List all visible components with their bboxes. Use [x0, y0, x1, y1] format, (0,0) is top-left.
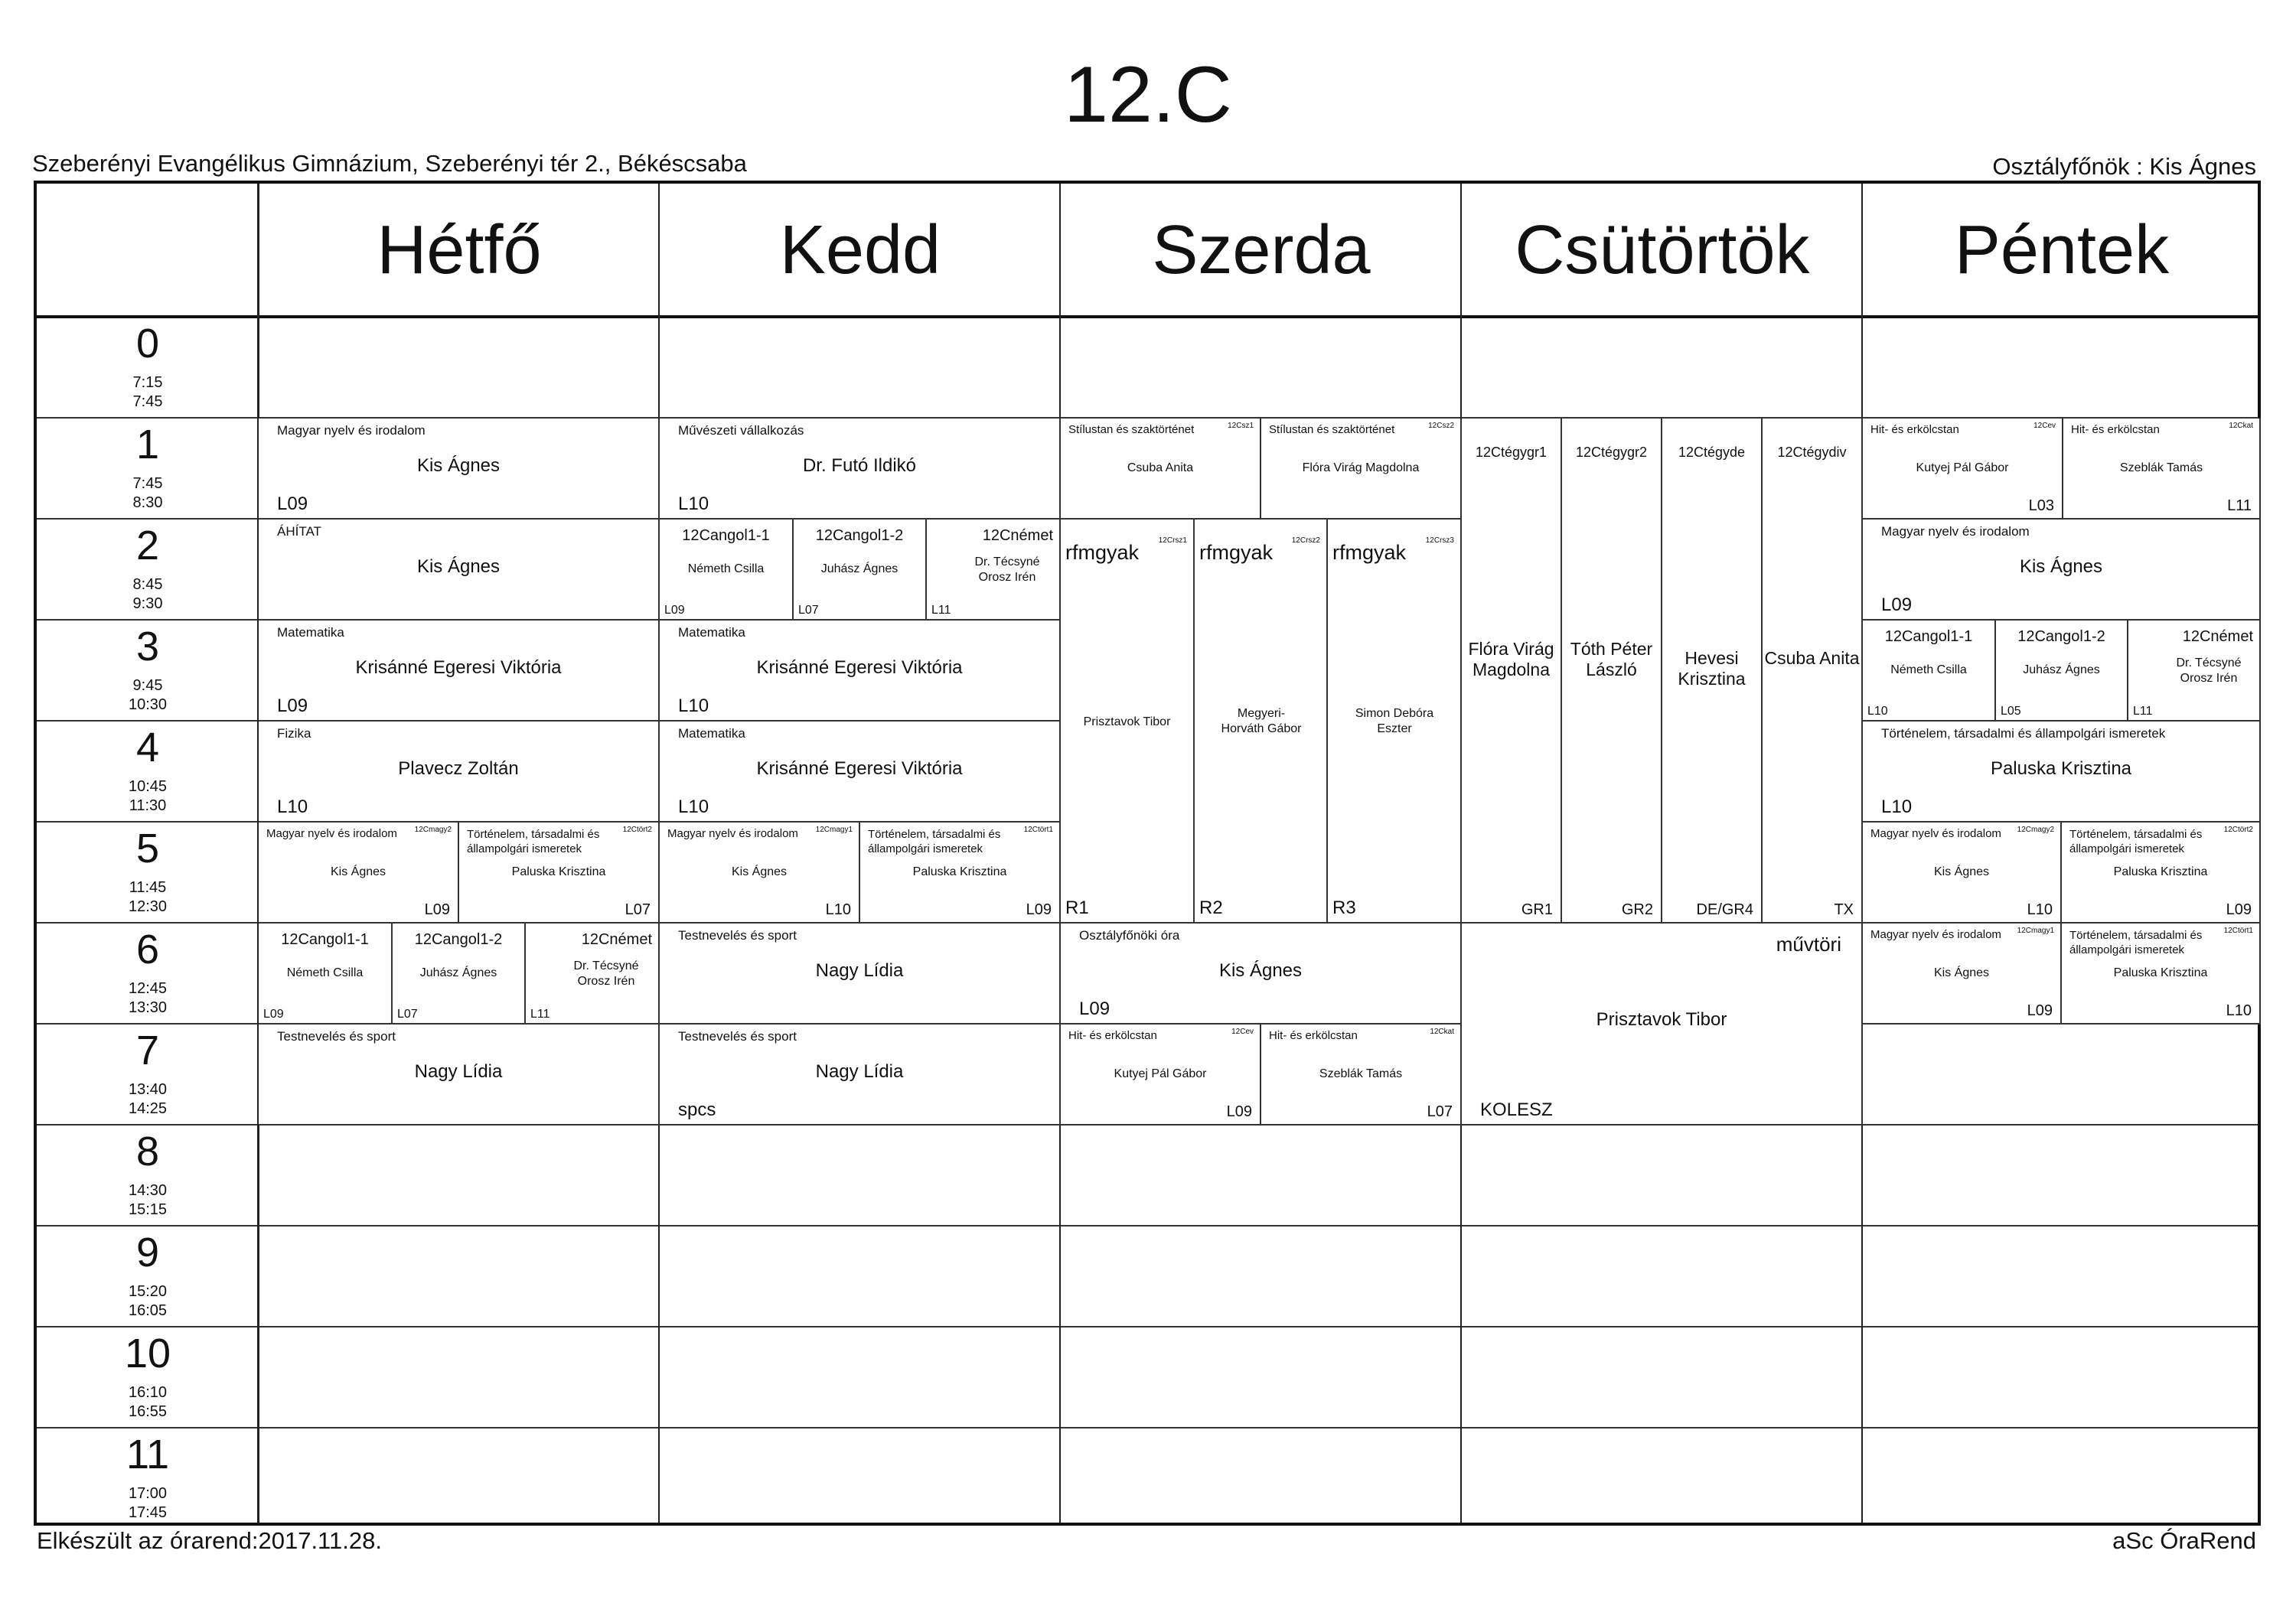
lesson-thu-6[interactable]: művtöri Prisztavok Tibor KOLESZ [1462, 924, 1863, 1126]
lesson-tue-5a[interactable]: Magyar nyelv és irodalom 12Cmagy1 Kis Ágnes L10 [660, 823, 860, 924]
lesson-fri-6b[interactable]: Történelem, társadalmi és állampolgári ismeretek 12Ctört1 Paluska Krisztina L10 [2062, 924, 2261, 1025]
lesson-wed-2a[interactable]: rfmgyak 12Crsz1 Prisztavok Tibor R1 [1061, 520, 1195, 924]
period-number: 9 [135, 1230, 160, 1275]
period-number: 2 [135, 523, 160, 568]
lesson-thu-1c[interactable]: 12Ctégyde Hevesi Krisztina DE/GR4 [1662, 419, 1763, 924]
lesson-mon-5a[interactable]: Magyar nyelv és irodalom 12Cmagy2 Kis Ágnes L09 [259, 823, 459, 924]
lesson-tue-2a[interactable]: 12Cangol1-1 Németh Csilla L09 [660, 520, 794, 621]
lesson-fri-2[interactable]: Magyar nyelv és irodalom Kis Ágnes L09 [1863, 520, 2261, 621]
period-time: 8:45 9:30 [132, 576, 163, 612]
period-time: 12:45 13:30 [128, 980, 168, 1016]
lesson-thu-1a[interactable]: 12Ctégygr1 Flóra Virág Magdolna GR1 [1462, 419, 1562, 924]
row-line [37, 1427, 2258, 1428]
lesson-tue-2b[interactable]: 12Cangol1-2 Juhász Ágnes L07 [794, 520, 927, 621]
lesson-wed-6[interactable]: Osztályfőnöki óra Kis Ágnes L09 [1061, 924, 1462, 1025]
day-header-thursday: Csütörtök [1515, 211, 1810, 288]
lesson-mon-1[interactable]: Magyar nyelv és irodalom Kis Ágnes L09 [259, 419, 660, 520]
lesson-tue-1[interactable]: Művészeti vállalkozás Dr. Futó Ildikó L10 [660, 419, 1061, 520]
period-number: 10 [124, 1331, 171, 1376]
lesson-mon-6a[interactable]: 12Cangol1-1 Németh Csilla L09 [259, 924, 393, 1025]
lesson-tue-3[interactable]: Matematika Krisánné Egeresi Viktória L10 [660, 621, 1061, 722]
period-time: 17:00 17:45 [128, 1485, 168, 1521]
lesson-mon-6c[interactable]: 12Cnémet Dr. Técsyné Orosz Irén L11 [526, 924, 660, 1025]
lesson-wed-1b[interactable]: Stílustan és szaktörténet 12Csz2 Flóra Virág Magdolna [1261, 419, 1462, 520]
lesson-fri-5a[interactable]: Magyar nyelv és irodalom 12Cmagy2 Kis Ágnes L10 [1863, 823, 2062, 924]
period-number: 1 [135, 422, 160, 467]
period-time: 15:20 16:05 [128, 1283, 168, 1319]
lesson-mon-7[interactable]: Testnevelés és sport Nagy Lídia [259, 1025, 660, 1126]
period-number: 7 [135, 1028, 160, 1073]
lesson-tue-2c[interactable]: 12Cnémet Dr. Técsyné Orosz Irén L11 [927, 520, 1061, 621]
lesson-wed-2c[interactable]: rfmgyak 12Crsz3 Simon Debóra Eszter R3 [1328, 520, 1462, 924]
day-header-tuesday: Kedd [779, 211, 941, 288]
day-header-wednesday: Szerda [1152, 211, 1371, 288]
lesson-fri-4[interactable]: Történelem, társadalmi és állampolgári ismeretek Paluska Krisztina L10 [1863, 722, 2261, 823]
period-time: 7:15 7:45 [132, 374, 163, 410]
lesson-wed-7b[interactable]: Hit- és erkölcstan 12Ckat Szeblák Tamás L07 [1261, 1025, 1462, 1126]
lesson-wed-7a[interactable]: Hit- és erkölcstan 12Cev Kutyej Pál Gábor L09 [1061, 1025, 1261, 1126]
period-time: 13:40 14:25 [128, 1081, 168, 1117]
lesson-tue-7[interactable]: Testnevelés és sport Nagy Lídia spcs [660, 1025, 1061, 1126]
period-time: 14:30 15:15 [128, 1182, 168, 1218]
period-time: 7:45 8:30 [132, 475, 163, 511]
lesson-fri-1a[interactable]: Hit- és erkölcstan 12Cev Kutyej Pál Gábor L03 [1863, 419, 2063, 520]
lesson-mon-3[interactable]: Matematika Krisánné Egeresi Viktória L09 [259, 621, 660, 722]
period-number: 6 [135, 927, 160, 972]
lesson-fri-3c[interactable]: 12Cnémet Dr. Técsyné Orosz Irén L11 [2128, 621, 2261, 722]
lesson-fri-6a[interactable]: Magyar nyelv és irodalom 12Cmagy1 Kis Ágnes L09 [1863, 924, 2062, 1025]
created-date: Elkészült az órarend:2017.11.28. [37, 1527, 382, 1554]
lesson-fri-5b[interactable]: Történelem, társadalmi és állampolgári ismeretek 12Ctört2 Paluska Krisztina L09 [2062, 823, 2261, 924]
period-number: 11 [126, 1432, 170, 1477]
lesson-wed-2b[interactable]: rfmgyak 12Crsz2 Megyeri-Horváth Gábor R2 [1195, 520, 1328, 924]
lesson-tue-6[interactable]: Testnevelés és sport Nagy Lídia [660, 924, 1061, 1025]
period-number: 5 [135, 826, 160, 871]
period-time: 11:45 12:30 [128, 879, 168, 915]
lesson-thu-1b[interactable]: 12Ctégygr2 Tóth Péter László GR2 [1562, 419, 1662, 924]
lesson-mon-6b[interactable]: 12Cangol1-2 Juhász Ágnes L07 [393, 924, 526, 1025]
lesson-mon-4[interactable]: Fizika Plavecz Zoltán L10 [259, 722, 660, 823]
row-line [37, 1225, 2258, 1226]
row-line [37, 1326, 2258, 1327]
school-name: Szeberényi Evangélikus Gimnázium, Szeberényi tér 2., Békéscsaba [32, 150, 747, 177]
period-number: 3 [135, 624, 160, 669]
lesson-thu-1d[interactable]: 12Ctégydiv Csuba Anita TX [1763, 419, 1863, 924]
lesson-tue-5b[interactable]: Történelem, társadalmi és állampolgári ismeretek 12Ctört1 Paluska Krisztina L09 [860, 823, 1061, 924]
lesson-tue-4[interactable]: Matematika Krisánné Egeresi Viktória L10 [660, 722, 1061, 823]
lesson-fri-1b[interactable]: Hit- és erkölcstan 12Ckat Szeblák Tamás L11 [2063, 419, 2261, 520]
lesson-mon-2[interactable]: ÁHÍTAT Kis Ágnes [259, 520, 660, 621]
lesson-mon-5b[interactable]: Történelem, társadalmi és állampolgári ismeretek 12Ctört2 Paluska Krisztina L07 [459, 823, 660, 924]
class-title: 12.C [1064, 50, 1232, 139]
day-header-friday: Péntek [1954, 211, 2170, 288]
period-number: 0 [135, 321, 160, 366]
lesson-wed-1a[interactable]: Stílustan és szaktörténet 12Csz1 Csuba Anita [1061, 419, 1261, 520]
day-header-monday: Hétfő [377, 211, 542, 288]
period-number: 4 [135, 725, 160, 770]
header-divider [37, 315, 2258, 318]
timetable-grid [34, 181, 2261, 1526]
period-number: 8 [135, 1129, 160, 1174]
period-time: 9:45 10:30 [128, 677, 168, 713]
software-credit: aSc ÓraRend [2112, 1527, 2256, 1554]
period-time: 16:10 16:55 [128, 1384, 168, 1420]
period-time: 10:45 11:30 [128, 778, 168, 814]
lesson-fri-3a[interactable]: 12Cangol1-1 Németh Csilla L10 [1863, 621, 1996, 722]
form-teacher: Osztályfőnök : Kis Ágnes [1992, 153, 2256, 180]
lesson-fri-3b[interactable]: 12Cangol1-2 Juhász Ágnes L05 [1996, 621, 2128, 722]
